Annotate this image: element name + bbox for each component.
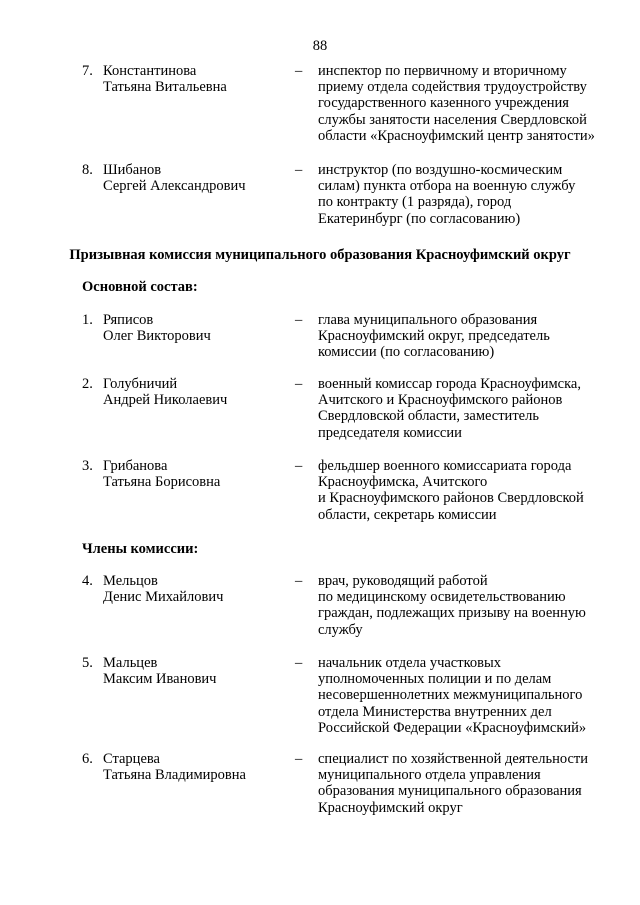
member-name: Константинова Татьяна Витальевна [103, 63, 227, 96]
entry-number: 3. [82, 458, 93, 474]
dash: – [295, 376, 303, 392]
dash: – [295, 458, 303, 474]
member-name: Мельцов Денис Михайлович [103, 573, 224, 606]
entry-number: 4. [82, 573, 93, 589]
entry-number: 2. [82, 376, 93, 392]
member-position: инспектор по первичному и вторичному приему отдела содействия трудоустройству государственного казенного учреждения службы занятости населения Свердловской области «Красноуфимский центр занятости» [318, 63, 595, 144]
entry-number: 6. [82, 751, 93, 767]
member-position: начальник отдела участковых уполномоченных полиции и по делам несовершеннолетних межмуниципального отдела Министерства внутренних дел Российской Федерации «Красноуфимский» [318, 655, 587, 736]
dash: – [295, 573, 303, 589]
entry-number: 8. [82, 162, 93, 178]
dash: – [295, 63, 303, 79]
member-name: Грибанова Татьяна Борисовна [103, 458, 221, 491]
member-name: Шибанов Сергей Александрович [103, 162, 246, 195]
dash: – [295, 751, 303, 767]
page-number: 88 [312, 38, 328, 54]
entry-number: 1. [82, 312, 93, 328]
dash: – [295, 312, 303, 328]
member-name: Голубничий Андрей Николаевич [103, 376, 228, 409]
member-position: фельдшер военного комиссариата города Красноуфимска, Ачитского и Красноуфимского районов Свердловской области, секретарь комиссии [318, 458, 584, 523]
member-position: военный комиссар города Красноуфимска, Ачитского и Красноуфимского районов Свердловской области, заместитель председателя комиссии [318, 376, 581, 441]
main-composition-label: Основной состав: [82, 279, 198, 295]
section-heading: Призывная комиссия муниципального образования Красноуфимский округ [69, 247, 571, 263]
entry-number: 5. [82, 655, 93, 671]
member-position: инструктор (по воздушно-космическим силам) пункта отбора на военную службу по контракту (1 разряда), город Екатеринбург (по согласованию) [318, 162, 576, 227]
dash: – [295, 162, 303, 178]
member-name: Старцева Татьяна Владимировна [103, 751, 246, 784]
dash: – [295, 655, 303, 671]
members-label: Члены комиссии: [82, 541, 199, 557]
member-name: Ряписов Олег Викторович [103, 312, 211, 345]
member-position: специалист по хозяйственной деятельности муниципального отдела управления образования муниципального образования Красноуфимский округ [318, 751, 588, 816]
member-position: глава муниципального образования Красноуфимский округ, председатель комиссии (по согласованию) [318, 312, 550, 361]
entry-number: 7. [82, 63, 93, 79]
member-name: Мальцев Максим Иванович [103, 655, 217, 688]
member-position: врач, руководящий работой по медицинскому освидетельствованию граждан, подлежащих призыву на военную службу [318, 573, 586, 638]
